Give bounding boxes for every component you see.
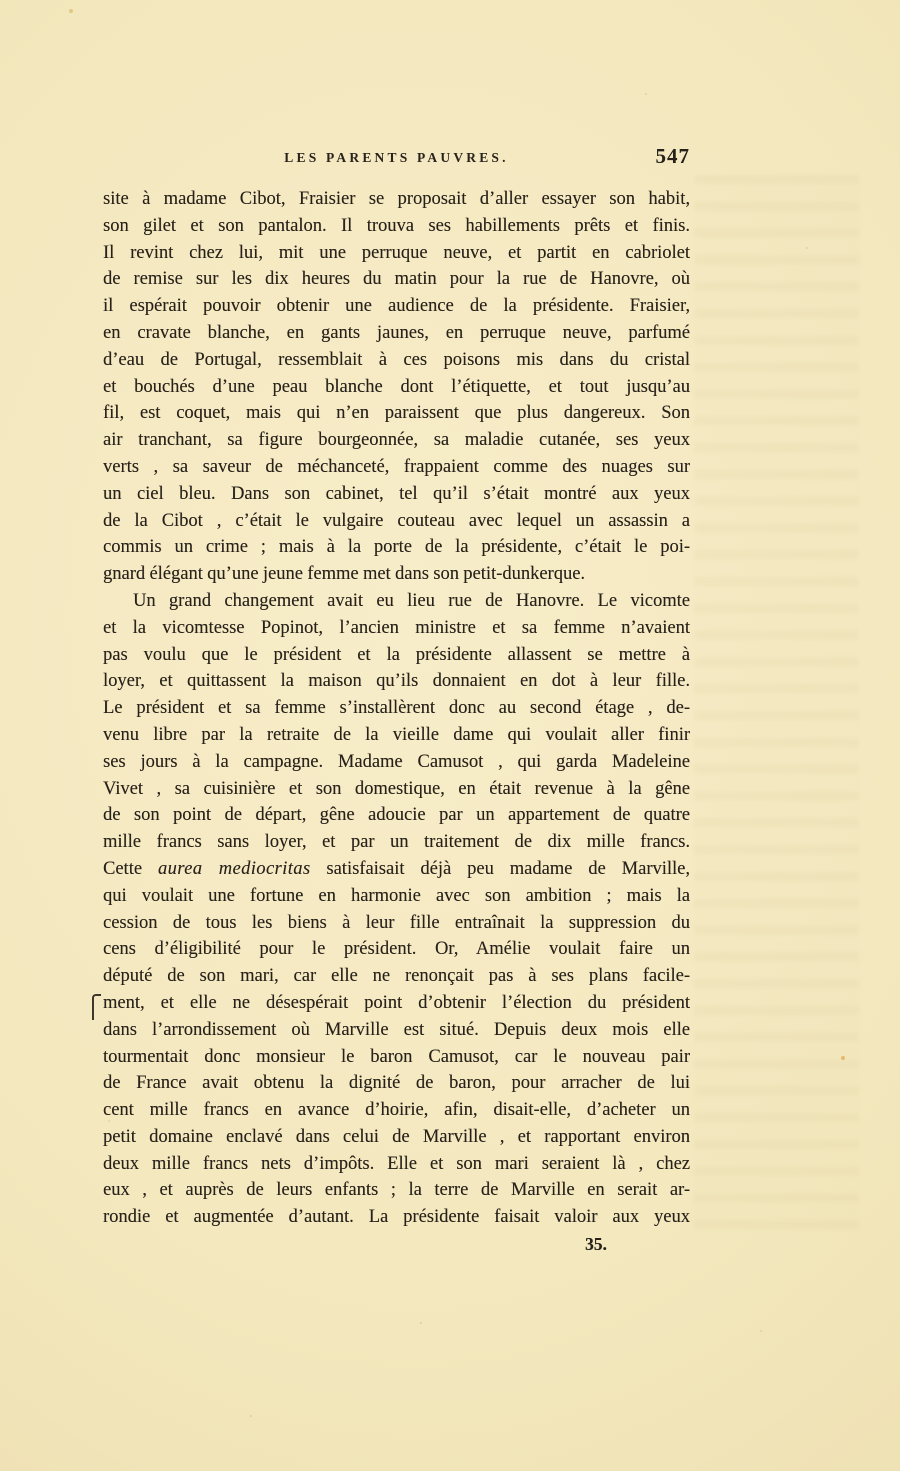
text-line: deux mille francs nets d’impôts. Elle et son mari seraient là , chez [103,1153,690,1174]
text-line: cession de tous les biens à leur fille entraînait la suppression du [103,912,690,933]
text-line: un ciel bleu. Dans son cabinet, tel qu’il s’était montré aux yeux [103,483,690,504]
page-number: 547 [655,144,690,168]
text-line: mille francs sans loyer, et par un traitement de dix mille francs. [103,832,690,853]
text-block [103,186,690,1231]
text-line: et bouchés d’une peau blanche dont l’étiquette, et tout jusqu’au [103,376,690,397]
paragraph [103,186,690,588]
text-line: dans l’arrondissement où Marville est situé. Depuis deux mois elle [103,1019,690,1040]
text-line: site à madame Cibot, Fraisier se proposait d’aller essayer son habit, [103,189,690,209]
text-line: Vivet , sa cuisinière et son domestique, en était revenue à la gêne [103,778,690,799]
running-title: LES PARENTS PAUVRES. [284,150,509,165]
text-line: eux , et auprès de leurs enfants ; la terre de Marville en serait ar- [103,1180,690,1201]
text-line: de son point de départ, gêne adoucie par un appartement de quatre [103,805,690,826]
text-line: de France avait obtenu la dignité de baron, pour arracher de lui [103,1073,690,1094]
text-line: pas voulu que le président et la présidente allassent se mettre à [103,644,690,665]
signature-mark: 35. [585,1234,607,1254]
text-line: d’eau de Portugal, ressemblait à ces poisons mis dans du cristal [103,349,690,370]
text-line: ses jours à la campagne. Madame Camusot , qui garda Madeleine [103,751,690,772]
text-line: commis un crime ; mais à la porte de la présidente, c’était le poi- [103,537,690,558]
text-line: verts , sa saveur de méchanceté, frappaient comme des nuages sur [103,456,690,477]
text-line: cens d’éligibilité pour le président. Or, Amélie voulait faire un [103,939,690,960]
paragraph [103,588,690,1231]
text-line: et la vicomtesse Popinot, l’ancien ministre et sa femme n’avaient [103,617,690,638]
text-line: rondie et augmentée d’autant. La présidente faisait valoir aux yeux [103,1207,690,1228]
text-line: gnard élégant qu’une jeune femme met dans son petit-dunkerque. [103,564,586,585]
text-line: de la Cibot , c’était le vulgaire couteau avec lequel un assassin a [103,510,690,531]
text-line: fil, est coquet, mais qui n’en paraissent que plus dangereux. Son [103,403,690,424]
text-line: en cravate blanche, en gants jaunes, en perruque neuve, parfumé [103,322,690,343]
text-line: tourmentait donc monsieur le baron Camusot, car le nouveau pair [103,1046,690,1067]
text-line: Cette aurea mediocritas satisfaisait déjà peu madame de Marville, [103,858,690,879]
running-header [103,144,690,172]
paper-speckles [0,0,2,2]
text-line: de remise sur les dix heures du matin pour la rue de Hanovre, où [103,269,690,290]
text-line: loyer, et quittassent la maison qu’ils donnaient en dot à leur fille. [103,671,690,692]
text-line: Un grand changement avait eu lieu rue de Hanovre. Le vicomte [133,590,690,611]
text-line: qui voulait une fortune en harmonie avec son ambition ; mais la [103,885,690,906]
margin-ink-mark [92,994,101,1020]
reverse-page-ghosting [694,175,859,1230]
text-line: petit domaine enclavé dans celui de Marville , et rapportant environ [103,1126,690,1147]
text-line: député de son mari, car elle ne renonçait pas à ses plans facile- [103,966,690,987]
text-line: il espérait pouvoir obtenir une audience de la présidente. Fraisier, [103,296,690,317]
text-line: air tranchant, sa figure bourgeonnée, sa maladie cutanée, ses yeux [103,430,690,451]
text-line: son gilet et son pantalon. Il trouva ses habillements prêts et finis. [103,215,690,236]
text-line: ment, et elle ne désespérait point d’obtenir l’élection du président [103,992,690,1013]
italic-phrase: aurea mediocritas [157,858,311,879]
text-line: Il revint chez lui, mit une perruque neuve, et partit en cabriolet [103,242,690,263]
text-line: cent mille francs en avance d’hoirie, afin, disait-elle, d’acheter un [103,1100,690,1121]
text-line: Le président et sa femme s’installèrent donc au second étage , de- [103,698,690,719]
text-line: venu libre par la retraite de la vieille dame qui voulait aller finir [103,724,690,745]
